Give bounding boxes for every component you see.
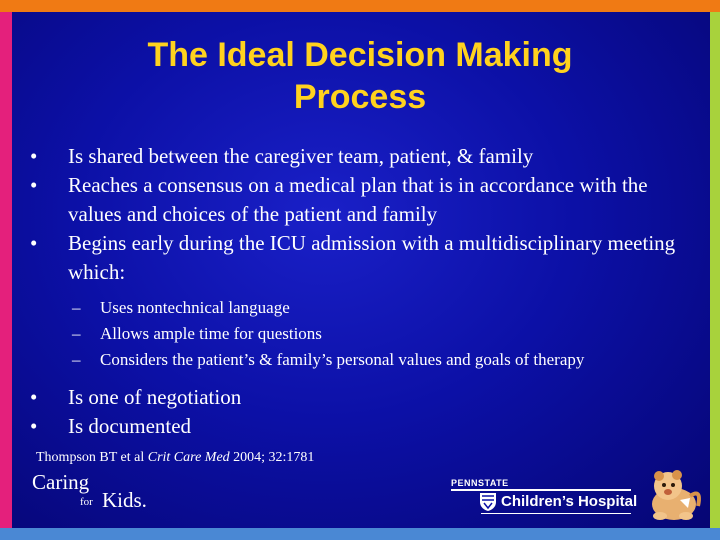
border-left: [0, 12, 12, 528]
citation-details: 2004; 32:1781: [233, 450, 315, 465]
sub-bullet-list: [30, 295, 700, 373]
bullet-item: [30, 412, 700, 441]
citation-authors: Thompson BT et al: [36, 450, 145, 465]
sub-bullet-item: [30, 321, 700, 347]
logo-underline: [481, 513, 631, 514]
tagline-word-caring: Caring: [32, 470, 90, 494]
border-right: [710, 12, 720, 528]
bullet-item: [30, 383, 700, 412]
bullet-item: [30, 171, 700, 229]
sub-bullet-item: [30, 347, 700, 373]
penn-state-shield-icon: [479, 492, 497, 512]
tagline-word-for: for: [80, 496, 93, 508]
logo-hospital-name: Children’s Hospital: [501, 493, 638, 510]
border-bottom: [0, 528, 720, 540]
sub-bullet-text: Uses nontechnical language: [100, 298, 290, 317]
sub-bullet-text: Allows ample time for questions: [100, 324, 322, 343]
dash-glyph: –: [72, 298, 81, 317]
bullet-text: Is shared between the caregiver team, patient, & family: [68, 144, 534, 168]
cartoon-mascot-icon: [642, 466, 706, 522]
bullet-item: [30, 142, 700, 171]
bullet-glyph: •: [30, 144, 38, 168]
bullet-item: [30, 229, 700, 287]
dash-glyph: –: [72, 324, 81, 343]
citation: [36, 449, 314, 467]
title-line-2: Process: [293, 78, 427, 116]
bullet-glyph: •: [30, 231, 38, 255]
bullet-list: [30, 142, 700, 441]
bullet-glyph: •: [30, 385, 38, 409]
logo-rule: [451, 489, 631, 491]
bullet-text: Begins early during the ICU admission with a multidisciplinary meeting which:: [68, 231, 676, 284]
logo-institution: PENNSTATE: [451, 478, 509, 488]
border-top: [0, 0, 720, 12]
bullet-glyph: •: [30, 414, 38, 438]
bullet-text: Reaches a consensus on a medical plan that is in accordance with the values and choices of the patient and family: [68, 173, 648, 226]
sub-bullet-text: Considers the patient’s & family’s personal values and goals of therapy: [100, 350, 585, 369]
tagline-word-kids: Kids.: [102, 488, 147, 512]
title-line-1: The Ideal Decision Making: [147, 36, 573, 74]
bullet-glyph: •: [30, 173, 38, 197]
dash-glyph: –: [72, 350, 81, 369]
citation-journal: Crit Care Med: [147, 450, 230, 465]
bullet-text: Is documented: [68, 414, 192, 438]
slide-title: [60, 34, 660, 118]
bullet-text: Is one of negotiation: [68, 385, 242, 409]
sub-bullet-item: [30, 295, 700, 321]
